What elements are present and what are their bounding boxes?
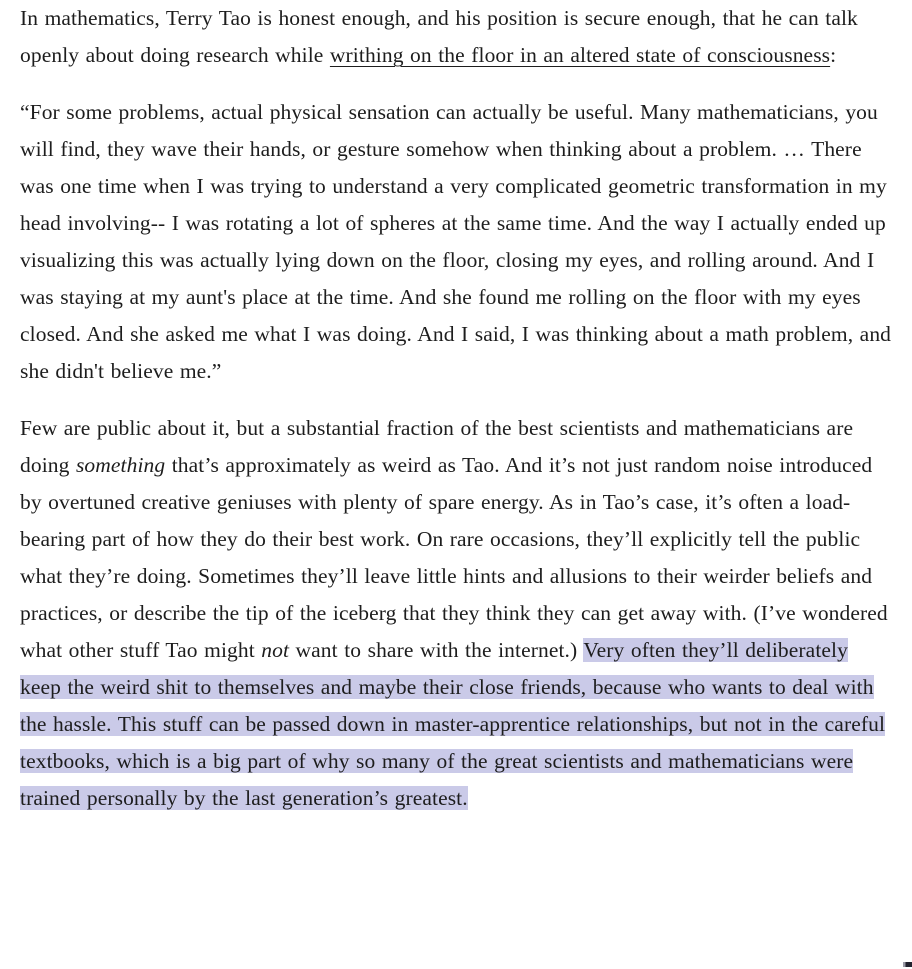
highlighted-text-run: Very often they’ll deliberately keep the weird shit to themselves and maybe their close friends, because who wants to deal with the hassle. This stuff can be passed down in master-apprentice relationships, but not in the careful textbooks, which is a big part of why so many of the great scientists and mathematicians were trained personally by the last generation’s greatest. (20, 638, 886, 810)
text-run: that’s approximately as weird as Tao. And it’s not just random noise introduced by overtuned creative geniuses with plenty of spare energy. As in Tao’s case, it’s often a load-bearing part of how they do their best work. On rare occasions, they’ll explicitly tell the public what they’re doing. Sometimes they’ll leave little hints and allusions to their weirder beliefs and practices, or describe the tip of the iceberg that they think they can get away with. (I’ve wondered what other stuff Tao might (20, 453, 888, 662)
paragraph (20, 94, 892, 390)
paragraph (20, 410, 892, 817)
paragraph (20, 0, 892, 74)
inline-link[interactable]: writhing on the floor in an altered state of consciousness (329, 43, 831, 67)
text-run: In mathematics, Terry Tao is honest enough, and his position is secure enough, that he can talk openly about doing research while (20, 6, 858, 67)
corner-widget-fragment (903, 962, 912, 967)
text-run: want to share with the internet.) (289, 638, 584, 662)
text-run: Few are public about it, but a substantial fraction of the best scientists and mathematicians are doing (20, 416, 854, 477)
text-run: “For some problems, actual physical sensation can actually be useful. Many mathematicians, you will find, they wave their hands, or gesture somehow when thinking about a problem. … There was one time when I was trying to understand a very complicated geometric transformation in my head involving-- I was rotating a lot of spheres at the same time. And the way I actually ended up visualizing this was actually lying down on the floor, closing my eyes, and rolling around. And I was staying at my aunt's place at the time. And she found me rolling on the floor with my eyes closed. And she asked me what I was doing. And I said, I was thinking about a math problem, and she didn't believe me.” (20, 100, 892, 383)
italic-text-run: not (261, 638, 290, 662)
text-run: : (830, 43, 837, 67)
italic-text-run: something (75, 453, 166, 477)
